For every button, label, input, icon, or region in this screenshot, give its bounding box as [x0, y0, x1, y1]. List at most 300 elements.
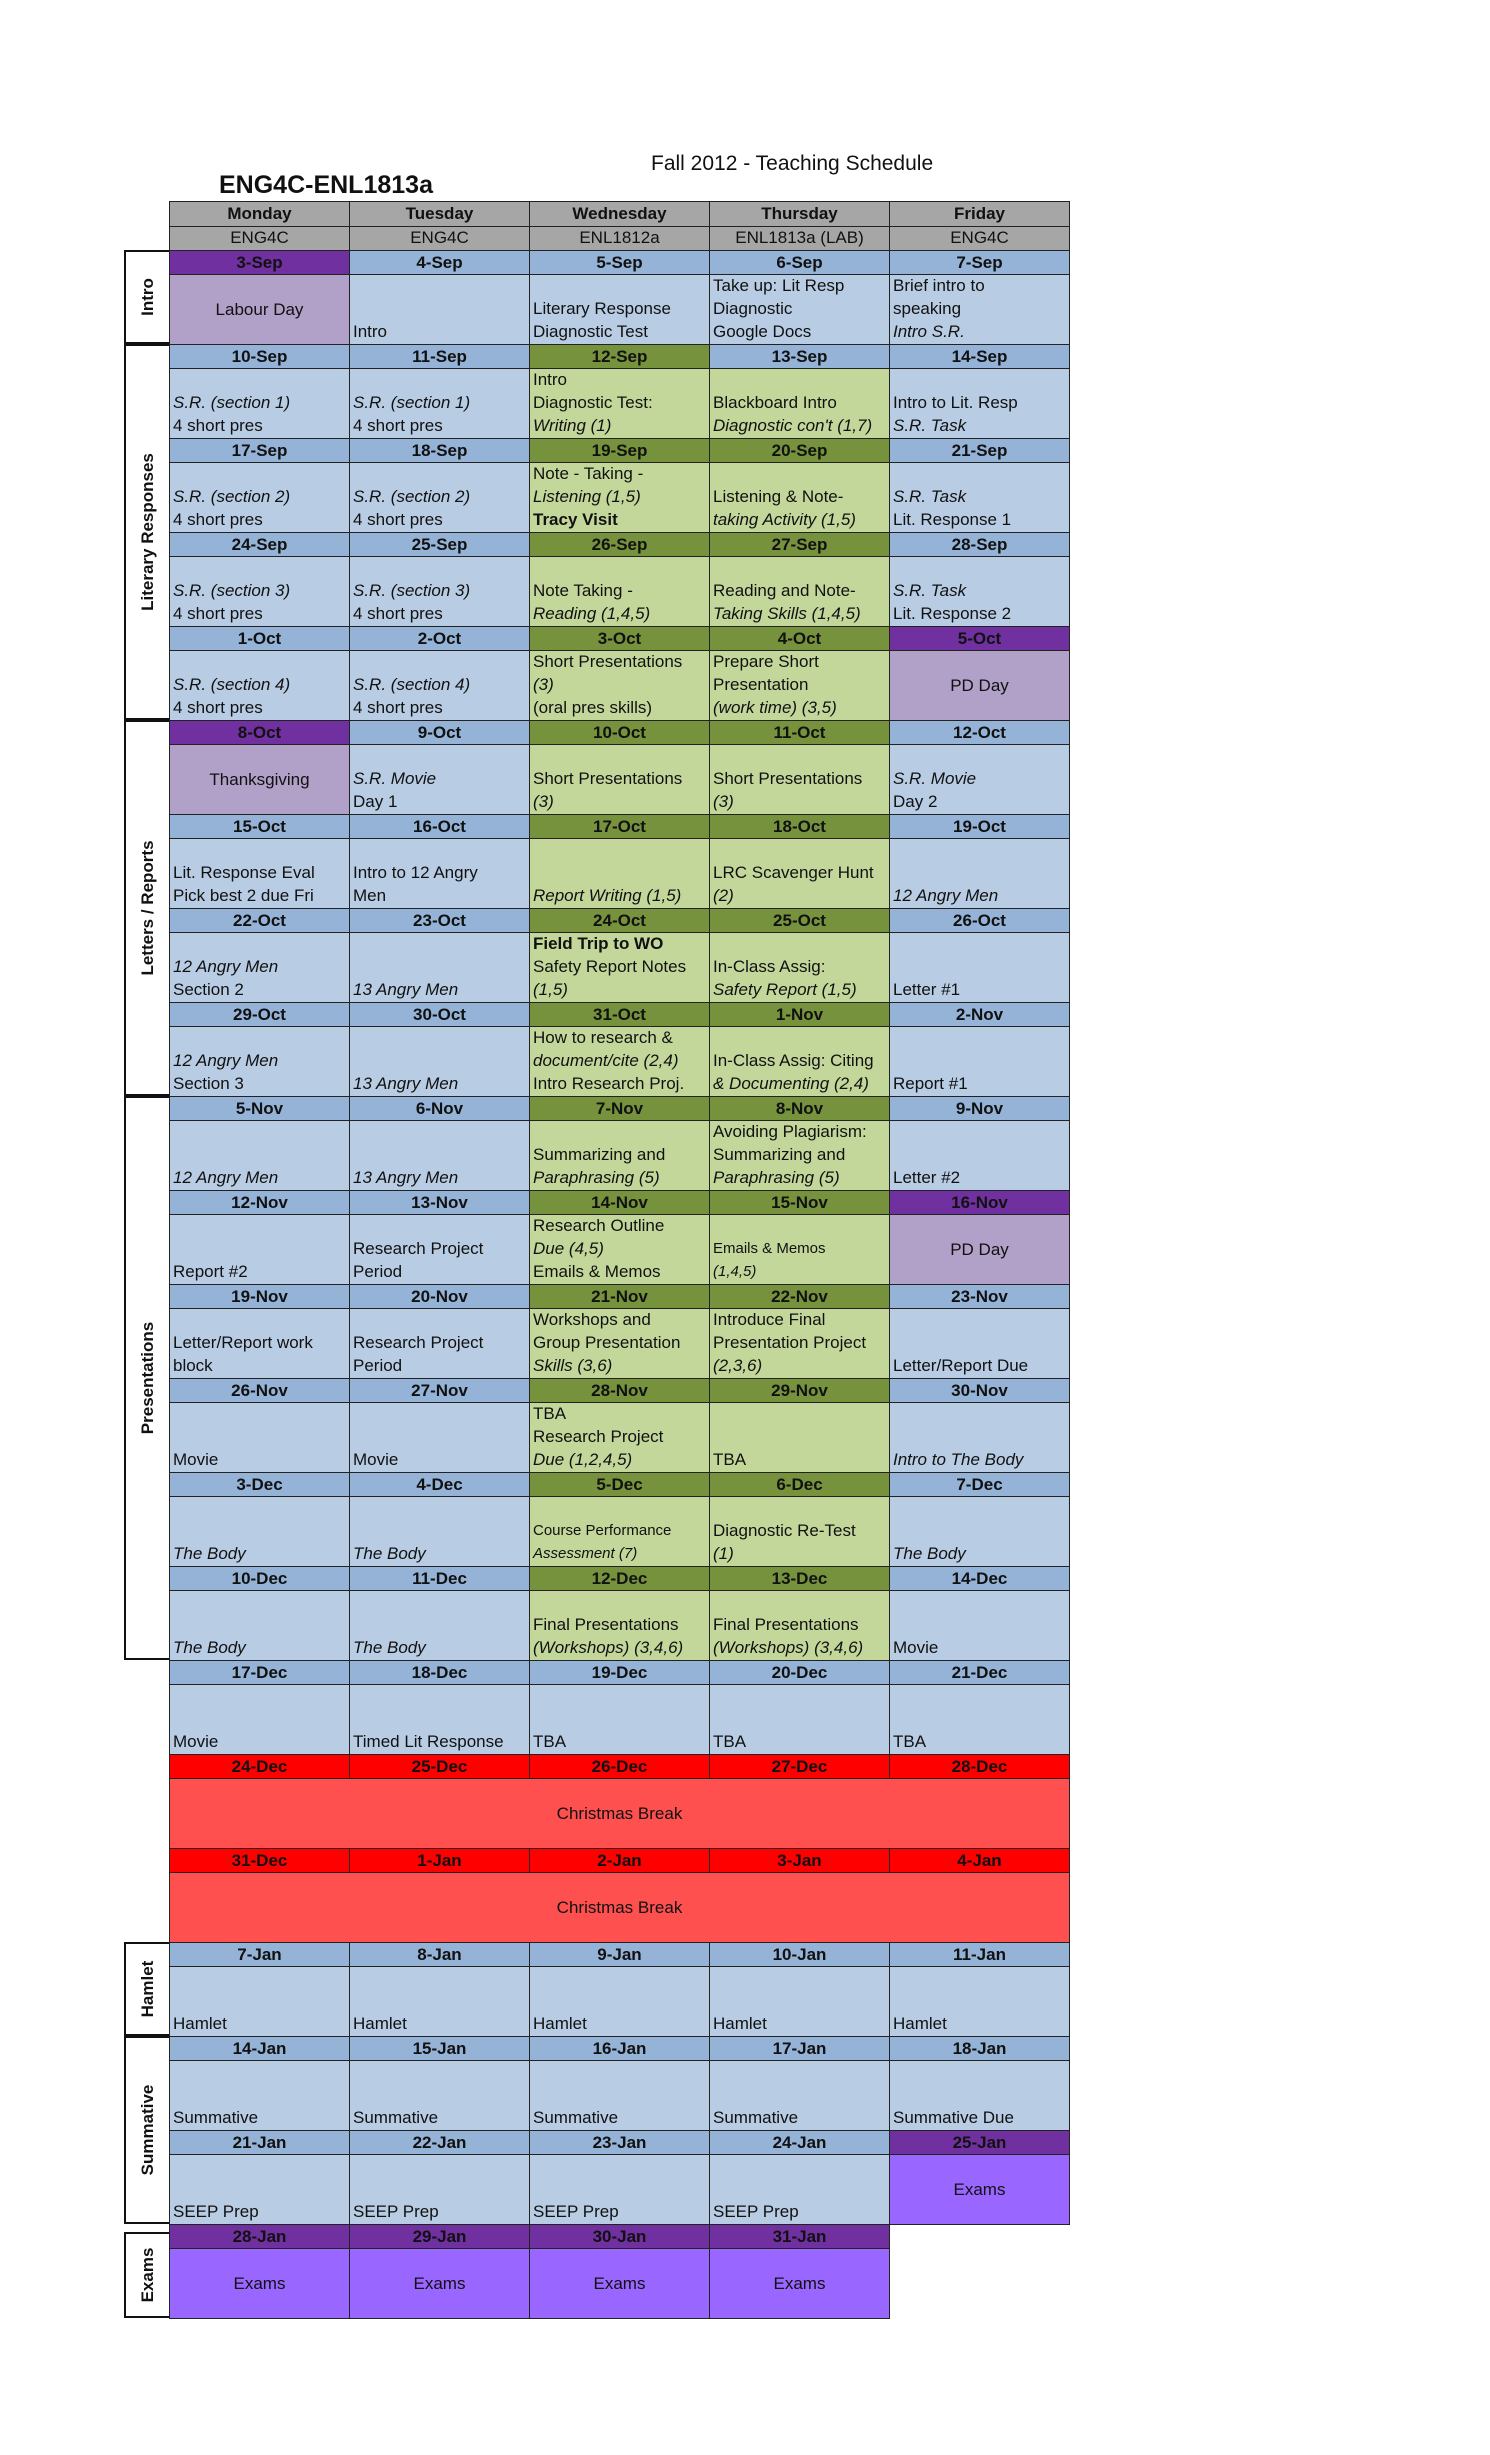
cell-line: Hamlet	[713, 2014, 767, 2033]
cell-line: S.R. (section 4)	[173, 675, 291, 694]
date-label: 11-Oct	[709, 720, 890, 745]
cell-line: 4 short pres	[353, 698, 443, 717]
cell-line: SEEP Prep	[533, 2202, 619, 2221]
date-label: 12-Oct	[889, 720, 1070, 745]
section-bracket	[124, 1942, 169, 2036]
schedule-cell	[169, 2154, 350, 2225]
date-label: 24-Oct	[529, 908, 710, 933]
cell-line: Intro to 12 Angry	[353, 863, 478, 882]
cell-line: Diagnostic Test:	[533, 393, 653, 412]
course-header: ENL1812a	[529, 226, 710, 251]
date-label: 24-Dec	[169, 1754, 350, 1779]
cell-line: The Body	[353, 1638, 426, 1657]
date-label: 4-Jan	[889, 1848, 1070, 1873]
date-label: 5-Dec	[529, 1472, 710, 1497]
date-label: 2-Oct	[349, 626, 530, 651]
date-label: 24-Jan	[709, 2130, 890, 2155]
cell-line: Summarizing and	[713, 1145, 846, 1164]
cell-line: (1,5)	[533, 980, 568, 999]
schedule-cell	[529, 744, 710, 815]
cell-line: Safety Report (1,5)	[713, 980, 857, 999]
cell-line: Introduce Final	[713, 1310, 826, 1329]
schedule-cell	[529, 650, 710, 721]
cell-line: Writing (1)	[533, 416, 612, 435]
section-bracket	[124, 250, 169, 344]
cell-line: 4 short pres	[173, 510, 263, 529]
cell-line: 13 Angry Men	[353, 1074, 459, 1093]
schedule-cell	[889, 838, 1070, 909]
cell-line: Movie	[893, 1638, 939, 1657]
cell-line: (Workshops) (3,4,6)	[533, 1638, 684, 1657]
date-label: 17-Sep	[169, 438, 350, 463]
schedule-cell	[709, 1402, 890, 1473]
cell-line: Letter #2	[893, 1168, 961, 1187]
date-label: 30-Oct	[349, 1002, 530, 1027]
schedule-cell	[529, 462, 710, 533]
date-label: 12-Sep	[529, 344, 710, 369]
schedule-cell	[709, 650, 890, 721]
date-label: 14-Dec	[889, 1566, 1070, 1591]
schedule-cell	[709, 1590, 890, 1661]
day-header: Friday	[889, 201, 1070, 227]
date-label: 18-Sep	[349, 438, 530, 463]
schedule-cell	[889, 1966, 1070, 2037]
schedule-cell	[889, 1214, 1070, 1285]
cell-line: Emails & Memos	[713, 1240, 826, 1257]
cell-line: Literary Response	[533, 299, 671, 318]
cell-line: Group Presentation	[533, 1333, 681, 1352]
schedule-cell	[709, 556, 890, 627]
date-label: 8-Nov	[709, 1096, 890, 1121]
cell-line: Avoiding Plagiarism:	[713, 1122, 867, 1141]
section-label: Literary Responses	[137, 453, 157, 611]
cell-line: Prepare Short	[713, 652, 819, 671]
date-label: 19-Sep	[529, 438, 710, 463]
cell-line: Listening & Note-	[713, 487, 844, 506]
cell-line: (3)	[713, 792, 734, 811]
schedule-cell	[889, 2060, 1070, 2131]
schedule-cell	[709, 2154, 890, 2225]
date-label: 11-Dec	[349, 1566, 530, 1591]
schedule-cell	[349, 1308, 530, 1379]
schedule-cell	[169, 368, 350, 439]
cell-line: Timed Lit Response	[353, 1732, 504, 1751]
schedule-cell	[349, 650, 530, 721]
section-label: Intro	[137, 278, 157, 316]
cell-line: Short Presentations	[533, 769, 683, 788]
date-label: 30-Jan	[529, 2224, 710, 2249]
cell-line: Due (4,5)	[533, 1239, 604, 1258]
cell-line: Summative Due	[893, 2108, 1014, 2127]
cell-line: 4 short pres	[173, 698, 263, 717]
cell-line: Men	[353, 886, 387, 905]
date-label: 18-Oct	[709, 814, 890, 839]
date-label: 22-Jan	[349, 2130, 530, 2155]
date-label: 19-Nov	[169, 1284, 350, 1309]
schedule-cell	[169, 1590, 350, 1661]
date-label: 19-Oct	[889, 814, 1070, 839]
schedule-cell	[529, 1026, 710, 1097]
cell-line: (3)	[533, 792, 554, 811]
schedule-cell	[349, 1684, 530, 1755]
cell-line: Safety Report Notes	[533, 957, 687, 976]
cell-line: Listening (1,5)	[533, 487, 641, 506]
cell-line: document/cite (2,4)	[533, 1051, 679, 1070]
date-label: 21-Nov	[529, 1284, 710, 1309]
cell-line: Due (1,2,4,5)	[533, 1450, 633, 1469]
cell-line: Emails & Memos	[533, 1262, 661, 1281]
cell-line: 12 Angry Men	[893, 886, 999, 905]
cell-line: S.R. Movie	[893, 769, 977, 788]
schedule-cell	[529, 932, 710, 1003]
date-label: 29-Jan	[349, 2224, 530, 2249]
schedule-cell	[889, 1590, 1070, 1661]
cell-line: Final Presentations	[533, 1615, 679, 1634]
date-label: 21-Sep	[889, 438, 1070, 463]
cell-line: S.R. (section 2)	[353, 487, 471, 506]
schedule-cell	[349, 1966, 530, 2037]
break-banner: Christmas Break	[169, 1872, 1070, 1943]
cell-line: Brief intro to	[893, 276, 985, 295]
schedule-cell	[709, 2248, 890, 2319]
date-label: 27-Sep	[709, 532, 890, 557]
course-header: ENL1813a (LAB)	[709, 226, 890, 251]
cell-line: Tracy Visit	[533, 510, 618, 529]
date-label: 2-Nov	[889, 1002, 1070, 1027]
date-label: 25-Dec	[349, 1754, 530, 1779]
cell-line: Paraphrasing (5)	[533, 1168, 660, 1187]
schedule-cell	[709, 1496, 890, 1567]
cell-line: block	[173, 1356, 213, 1375]
schedule-cell	[529, 1308, 710, 1379]
cell-line: (1,4,5)	[713, 1263, 757, 1280]
schedule-cell	[349, 1026, 530, 1097]
date-label: 30-Nov	[889, 1378, 1070, 1403]
date-label: 23-Nov	[889, 1284, 1070, 1309]
schedule-cell	[349, 2154, 530, 2225]
date-label: 10-Oct	[529, 720, 710, 745]
cell-line: Research Outline	[533, 1216, 665, 1235]
cell-line: Final Presentations	[713, 1615, 859, 1634]
section-bracket	[124, 2232, 169, 2318]
schedule-cell	[529, 1590, 710, 1661]
schedule-cell	[709, 1966, 890, 2037]
cell-line: Presentation Project	[713, 1333, 867, 1352]
date-label: 14-Jan	[169, 2036, 350, 2061]
day-header: Monday	[169, 201, 350, 227]
schedule-cell	[889, 1308, 1070, 1379]
date-label: 18-Jan	[889, 2036, 1070, 2061]
schedule-cell	[349, 1214, 530, 1285]
date-label: 6-Dec	[709, 1472, 890, 1497]
schedule-cell	[169, 462, 350, 533]
cell-line: Skills (3,6)	[533, 1356, 613, 1375]
cell-line: Report #2	[173, 1262, 248, 1281]
schedule-cell	[709, 932, 890, 1003]
section-label: Exams	[137, 2247, 157, 2303]
schedule-cell	[349, 1590, 530, 1661]
schedule-cell	[889, 2154, 1070, 2225]
cell-line: 13 Angry Men	[353, 1168, 459, 1187]
cell-line: Course Performance	[533, 1522, 672, 1539]
date-label: 12-Nov	[169, 1190, 350, 1215]
date-label: 11-Sep	[349, 344, 530, 369]
schedule-cell	[349, 556, 530, 627]
date-label: 29-Nov	[709, 1378, 890, 1403]
section-label: Letters / Reports	[137, 840, 157, 976]
day-header: Tuesday	[349, 201, 530, 227]
schedule-cell	[169, 1966, 350, 2037]
section-bracket	[124, 344, 169, 720]
schedule-cell	[529, 1496, 710, 1567]
schedule-cell	[349, 932, 530, 1003]
date-label: 21-Jan	[169, 2130, 350, 2155]
cell-line: The Body	[173, 1544, 246, 1563]
cell-line: Section 3	[173, 1074, 244, 1093]
schedule-cell	[349, 1120, 530, 1191]
cell-line: Exams	[953, 2179, 1006, 2199]
cell-line: Summarizing and	[533, 1145, 666, 1164]
section-bracket	[124, 720, 169, 1096]
cell-line: SEEP Prep	[713, 2202, 799, 2221]
page-title: Fall 2012 - Teaching Schedule	[651, 152, 934, 175]
date-label: 19-Dec	[529, 1660, 710, 1685]
date-label: 15-Nov	[709, 1190, 890, 1215]
cell-line: 4 short pres	[353, 416, 443, 435]
schedule-cell	[709, 744, 890, 815]
date-label: 1-Nov	[709, 1002, 890, 1027]
cell-line: S.R. (section 3)	[353, 581, 471, 600]
date-label: 20-Sep	[709, 438, 890, 463]
date-label: 3-Oct	[529, 626, 710, 651]
date-label: 15-Oct	[169, 814, 350, 839]
date-label: 3-Sep	[169, 250, 350, 275]
cell-line: Intro to Lit. Resp	[893, 393, 1018, 412]
date-label: 2-Jan	[529, 1848, 710, 1873]
cell-line: Intro S.R.	[893, 322, 965, 341]
schedule-cell	[709, 1684, 890, 1755]
schedule-cell	[529, 1684, 710, 1755]
day-header: Thursday	[709, 201, 890, 227]
schedule-cell	[349, 2060, 530, 2131]
section-bracket	[124, 1096, 169, 1660]
date-label: 21-Dec	[889, 1660, 1070, 1685]
cell-line: PD Day	[950, 675, 1009, 695]
date-label: 5-Sep	[529, 250, 710, 275]
cell-line: In-Class Assig:	[713, 957, 826, 976]
date-label: 23-Jan	[529, 2130, 710, 2155]
schedule-cell	[529, 1120, 710, 1191]
cell-line: The Body	[173, 1638, 246, 1657]
cell-line: TBA	[713, 1450, 747, 1469]
cell-line: Blackboard Intro	[713, 393, 837, 412]
schedule-cell	[349, 838, 530, 909]
cell-line: Google Docs	[713, 322, 812, 341]
schedule-cell	[889, 462, 1070, 533]
cell-line: In-Class Assig: Citing	[713, 1051, 874, 1070]
date-label: 27-Dec	[709, 1754, 890, 1779]
cell-line: Intro	[533, 370, 568, 389]
schedule-cell	[169, 1684, 350, 1755]
cell-line: Letter/Report Due	[893, 1356, 1029, 1375]
schedule-cell	[169, 744, 350, 815]
schedule-cell	[889, 556, 1070, 627]
date-label: 26-Oct	[889, 908, 1070, 933]
cell-line: LRC Scavenger Hunt	[713, 863, 874, 882]
course-header: ENG4C	[889, 226, 1070, 251]
cell-line: Reading and Note-	[713, 581, 856, 600]
cell-line: Hamlet	[173, 2014, 227, 2033]
schedule-grid	[137, 201, 1069, 2371]
cell-line: Period	[353, 1356, 403, 1375]
cell-line: Exams	[413, 2273, 466, 2293]
date-label: 10-Sep	[169, 344, 350, 369]
date-label: 4-Sep	[349, 250, 530, 275]
day-header: Wednesday	[529, 201, 710, 227]
course-code: ENG4C-ENL1813a	[219, 171, 433, 199]
schedule-cell	[529, 368, 710, 439]
schedule-cell	[529, 2154, 710, 2225]
schedule-cell	[709, 2060, 890, 2131]
schedule-cell	[529, 2060, 710, 2131]
date-label: 17-Dec	[169, 1660, 350, 1685]
schedule-cell	[529, 274, 710, 345]
schedule-cell	[169, 932, 350, 1003]
date-label: 10-Dec	[169, 1566, 350, 1591]
cell-line: S.R. Task	[893, 487, 967, 506]
schedule-cell	[889, 368, 1070, 439]
cell-line: Thanksgiving	[209, 769, 310, 789]
cell-line: Paraphrasing (5)	[713, 1168, 840, 1187]
date-label: 10-Jan	[709, 1942, 890, 1967]
cell-line: How to research &	[533, 1028, 673, 1047]
break-banner: Christmas Break	[169, 1778, 1070, 1849]
date-label: 3-Jan	[709, 1848, 890, 1873]
cell-line: Summative	[533, 2108, 619, 2127]
date-label: 20-Nov	[349, 1284, 530, 1309]
date-label: 4-Oct	[709, 626, 890, 651]
cell-line: Labour Day	[215, 299, 304, 319]
cell-line: 12 Angry Men	[173, 1051, 279, 1070]
date-label: 9-Jan	[529, 1942, 710, 1967]
date-label: 6-Nov	[349, 1096, 530, 1121]
date-label: 16-Jan	[529, 2036, 710, 2061]
date-label: 27-Nov	[349, 1378, 530, 1403]
section-label: Summative	[137, 2084, 157, 2176]
date-label: 31-Oct	[529, 1002, 710, 1027]
schedule-cell	[889, 1402, 1070, 1473]
cell-line: Take up: Lit Resp	[713, 276, 845, 295]
date-label: 28-Sep	[889, 532, 1070, 557]
date-label: 25-Jan	[889, 2130, 1070, 2155]
schedule-cell	[889, 1684, 1070, 1755]
cell-line: 13 Angry Men	[353, 980, 459, 999]
schedule-cell	[709, 274, 890, 345]
cell-line: (Workshops) (3,4,6)	[713, 1638, 864, 1657]
cell-line: Movie	[173, 1732, 219, 1751]
schedule-cell	[529, 838, 710, 909]
cell-line: Presentation	[713, 675, 809, 694]
schedule-cell	[889, 932, 1070, 1003]
cell-line: 4 short pres	[173, 604, 263, 623]
schedule-cell	[709, 1308, 890, 1379]
cell-line: Note Taking -	[533, 581, 633, 600]
schedule-cell	[709, 462, 890, 533]
date-label: 28-Jan	[169, 2224, 350, 2249]
schedule-cell	[529, 1402, 710, 1473]
date-label: 29-Oct	[169, 1002, 350, 1027]
date-label: 9-Oct	[349, 720, 530, 745]
cell-line: S.R. Task	[893, 581, 967, 600]
schedule-cell	[169, 1496, 350, 1567]
cell-line: S.R. (section 2)	[173, 487, 291, 506]
date-label: 11-Jan	[889, 1942, 1070, 1967]
section-label: Presentations	[137, 1321, 157, 1435]
date-label: 5-Oct	[889, 626, 1070, 651]
cell-line: (oral pres skills)	[533, 698, 653, 717]
date-label: 26-Nov	[169, 1378, 350, 1403]
schedule-cell	[529, 1214, 710, 1285]
schedule-cell	[889, 1496, 1070, 1567]
cell-line: 4 short pres	[353, 510, 443, 529]
cell-line: Section 2	[173, 980, 244, 999]
date-label: 15-Jan	[349, 2036, 530, 2061]
schedule-cell	[709, 1026, 890, 1097]
cell-line: Hamlet	[353, 2014, 407, 2033]
schedule-cell	[169, 2060, 350, 2131]
cell-line: Day 1	[353, 792, 398, 811]
date-label: 4-Dec	[349, 1472, 530, 1497]
cell-line: 12 Angry Men	[173, 957, 279, 976]
cell-line: TBA	[893, 1732, 927, 1751]
section-bracket	[124, 2036, 169, 2224]
cell-line: (2,3,6)	[713, 1356, 763, 1375]
date-label: 7-Dec	[889, 1472, 1070, 1497]
schedule-cell	[349, 368, 530, 439]
date-label: 17-Oct	[529, 814, 710, 839]
schedule-cell	[709, 838, 890, 909]
cell-line: Lit. Response 2	[893, 604, 1012, 623]
cell-line: 12 Angry Men	[173, 1168, 279, 1187]
date-label: 7-Sep	[889, 250, 1070, 275]
cell-line: S.R. Movie	[353, 769, 437, 788]
date-label: 13-Dec	[709, 1566, 890, 1591]
cell-line: Summative	[353, 2108, 439, 2127]
date-label: 24-Sep	[169, 532, 350, 557]
date-label: 25-Sep	[349, 532, 530, 557]
cell-line: Report #1	[893, 1074, 968, 1093]
cell-line: Research Project	[353, 1333, 484, 1352]
schedule-cell	[349, 1402, 530, 1473]
date-label: 7-Jan	[169, 1942, 350, 1967]
schedule-cell	[169, 1026, 350, 1097]
date-label: 22-Oct	[169, 908, 350, 933]
cell-line: The Body	[893, 1544, 966, 1563]
cell-line: TBA	[533, 1404, 567, 1423]
cell-line: TBA	[533, 1732, 567, 1751]
cell-line: taking Activity (1,5)	[713, 510, 856, 529]
cell-line: SEEP Prep	[173, 2202, 259, 2221]
cell-line: Diagnostic	[713, 299, 793, 318]
cell-line: (work time) (3,5)	[713, 698, 837, 717]
schedule-cell	[709, 1214, 890, 1285]
cell-line: Short Presentations	[533, 652, 683, 671]
date-label: 16-Oct	[349, 814, 530, 839]
course-header: ENG4C	[349, 226, 530, 251]
cell-line: speaking	[893, 299, 962, 318]
cell-line: Intro to The Body	[893, 1450, 1024, 1469]
cell-line: S.R. (section 3)	[173, 581, 291, 600]
